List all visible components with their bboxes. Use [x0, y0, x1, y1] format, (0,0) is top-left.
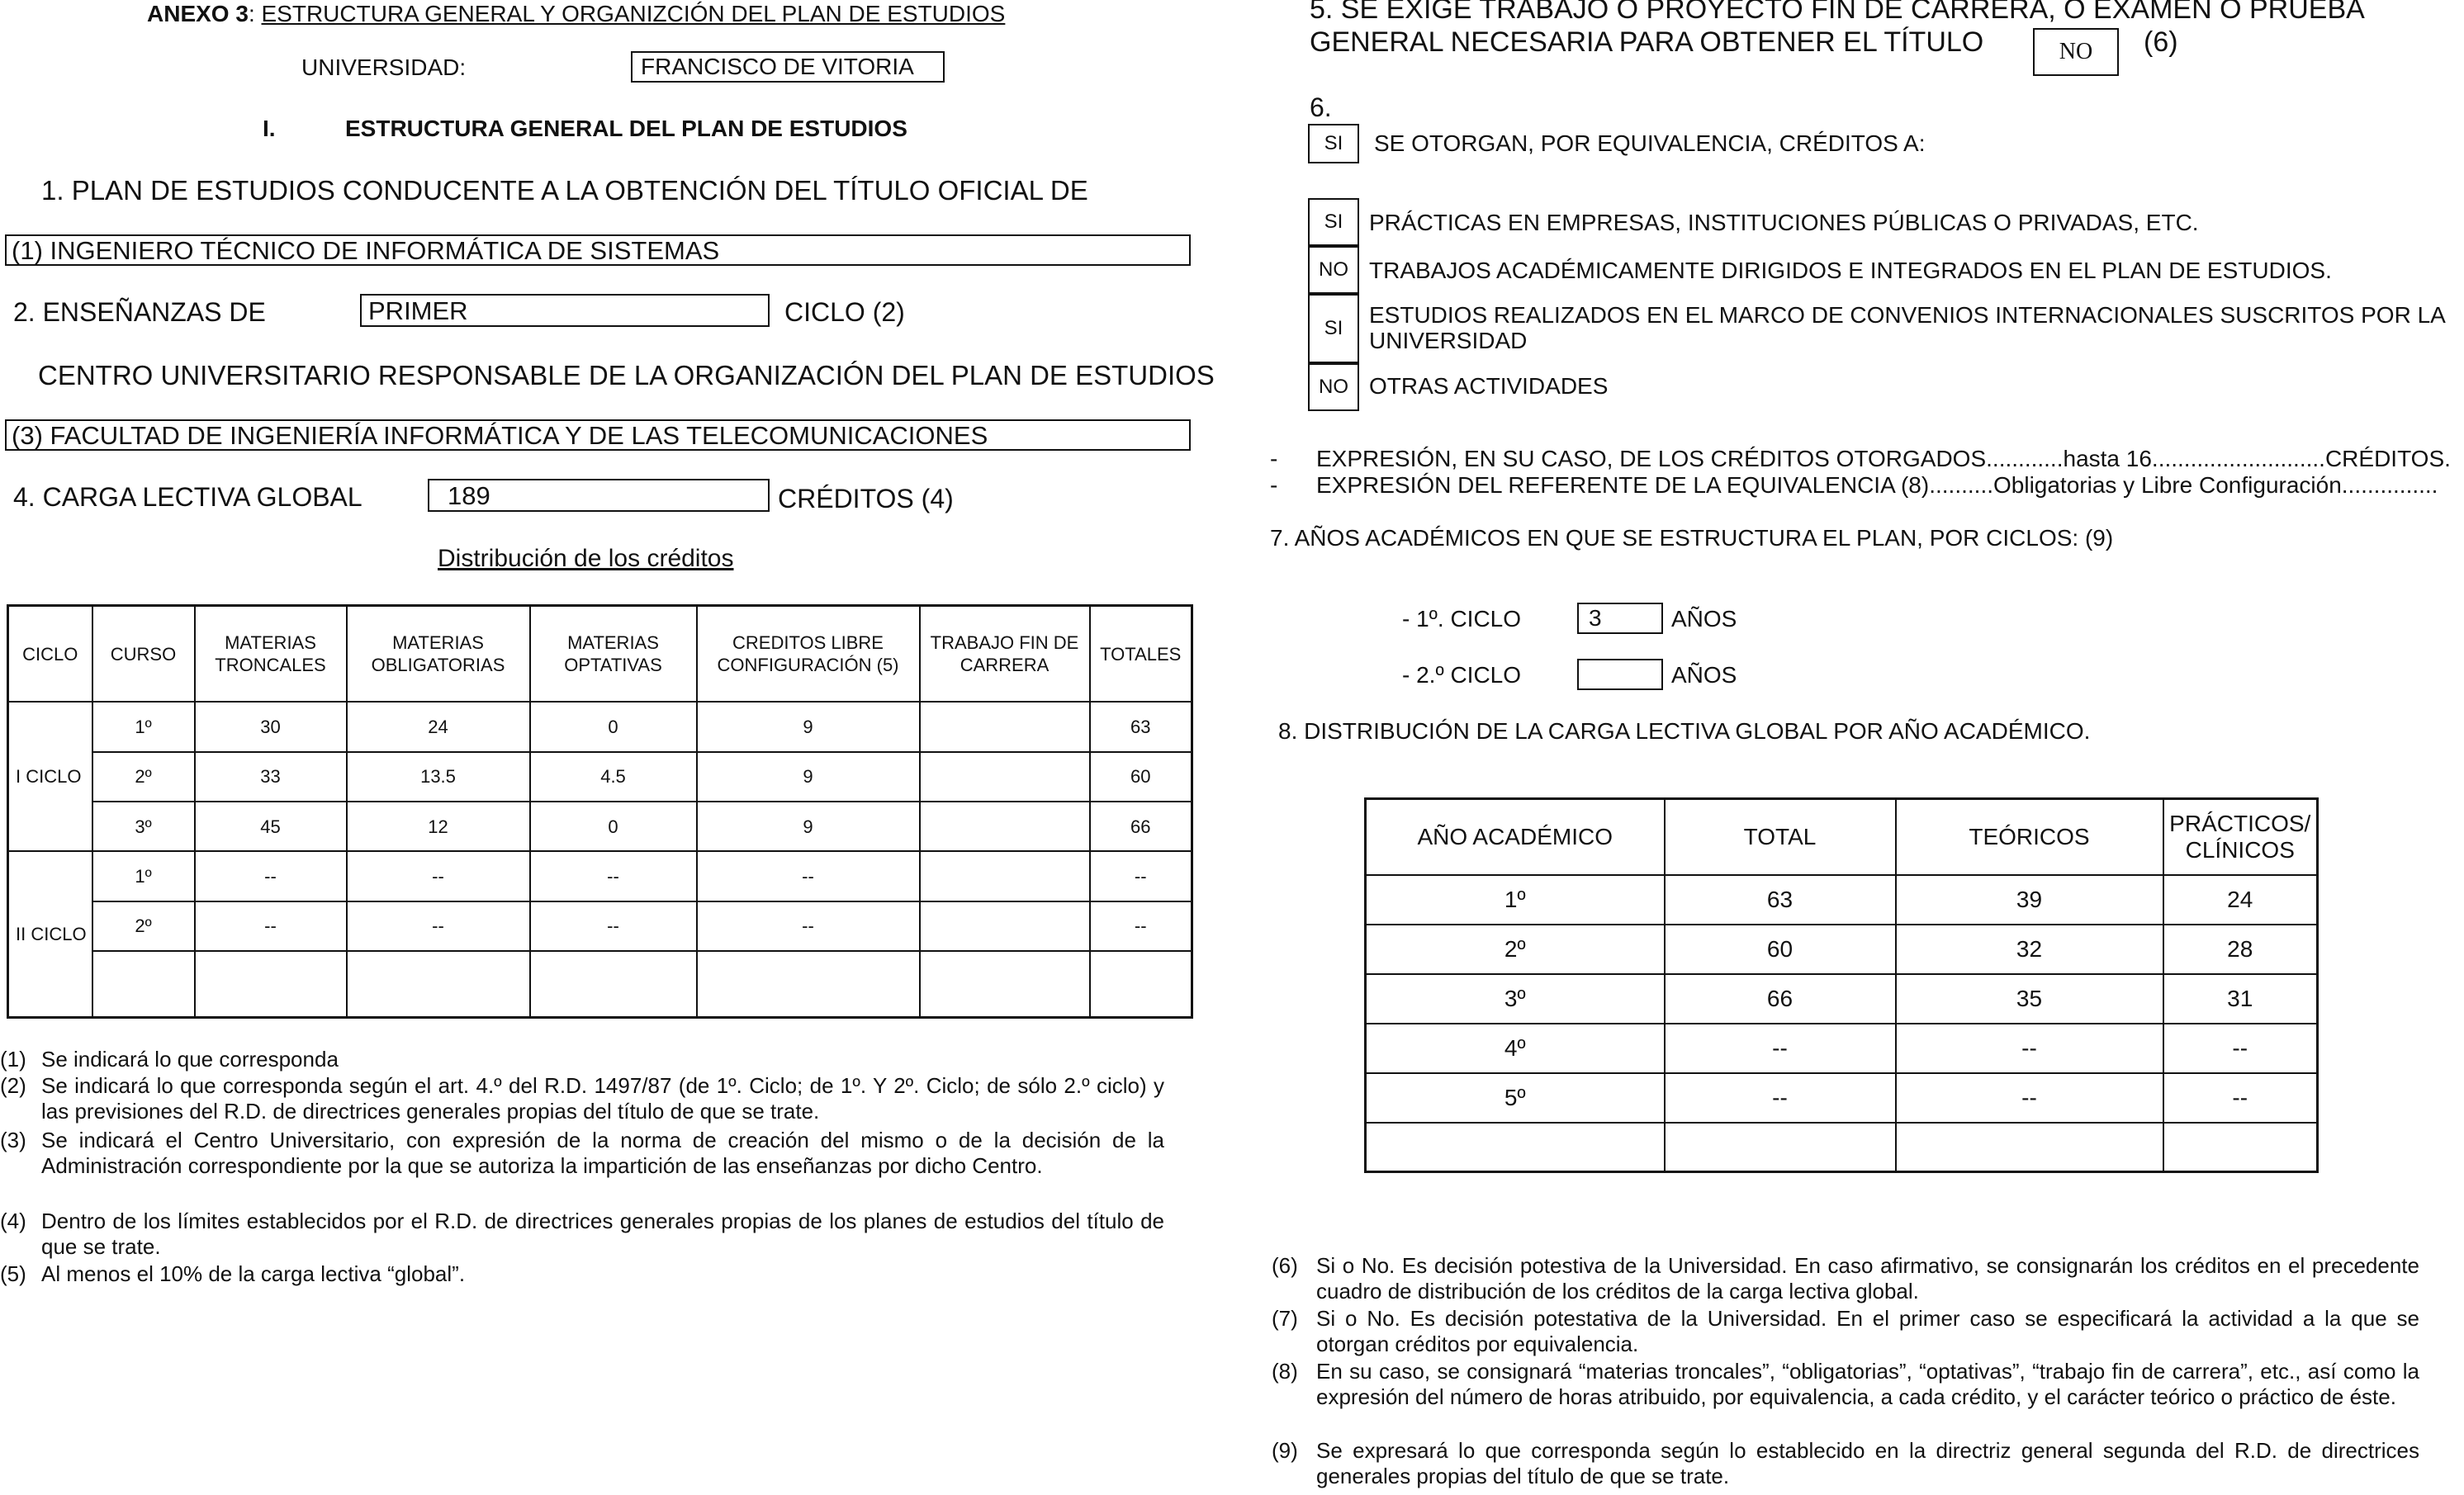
academic-year-load-table	[1364, 797, 2319, 1173]
university-value: FRANCISCO DE VITORIA	[641, 54, 914, 79]
centro-value-box	[5, 419, 1191, 451]
item1-value-box	[5, 234, 1191, 266]
footnote-text: Al menos el 10% de la carga lectiva “global”.	[41, 1261, 466, 1286]
item6-option-value: SI	[1324, 211, 1343, 233]
cell: 60	[1090, 752, 1192, 802]
item6-option-value: NO	[1319, 258, 1348, 281]
header-ano-academico: AÑO ACADÉMICO	[1366, 799, 1665, 875]
item6-option-label: ESTUDIOS REALIZADOS EN EL MARCO DE CONVENIOS INTERNACIONALES SUSCRITOS POR LA UNIVERSIDAD	[1369, 302, 2445, 353]
cell: 2º	[92, 901, 195, 951]
table-row	[8, 951, 1192, 1018]
university-label: UNIVERSIDAD:	[301, 54, 467, 80]
header-ciclo: CICLO	[8, 606, 92, 703]
item5-value: NO	[2059, 39, 2093, 64]
cell: 63	[1665, 875, 1896, 925]
centro-label: CENTRO UNIVERSITARIO RESPONSABLE DE LA ORGANIZACIÓN DEL PLAN DE ESTUDIOS	[38, 360, 1215, 390]
footnote	[0, 1261, 1173, 1288]
cell: --	[195, 901, 347, 951]
cell: 31	[2163, 974, 2318, 1024]
item4-value-box	[428, 479, 770, 512]
item5-note: (6)	[2144, 26, 2178, 58]
cell: 2º	[1366, 925, 1665, 974]
cell: 66	[1090, 802, 1192, 851]
footnote-number: (4)	[0, 1209, 26, 1233]
footnote-number: (8)	[1272, 1359, 1298, 1384]
cell	[920, 802, 1090, 851]
item2-label: 2. ENSEÑANZAS DE	[13, 297, 266, 327]
cell	[92, 951, 195, 1018]
table-row	[8, 802, 1192, 851]
credits-distribution-table	[7, 604, 1193, 1019]
item7-ciclo1-label: - 1º. CICLO	[1402, 606, 1522, 632]
item2-suffix: CICLO (2)	[784, 297, 905, 327]
cell: 5º	[1366, 1073, 1665, 1123]
cell: 0	[530, 702, 697, 751]
cell	[347, 951, 530, 1018]
cell: 9	[697, 802, 920, 851]
header-practicos: PRÁCTICOS/ CLÍNICOS	[2163, 799, 2318, 875]
cell: --	[2163, 1024, 2318, 1073]
item2-value-box	[360, 294, 770, 327]
table-row	[1366, 1073, 2318, 1123]
header-totales: TOTALES	[1090, 606, 1192, 703]
cell	[530, 951, 697, 1018]
item7-ciclo1-value: 3	[1589, 605, 1602, 631]
table-header-row	[8, 606, 1192, 703]
item6-option-box	[1308, 246, 1359, 294]
item7-ciclo1-unit: AÑOS	[1671, 606, 1737, 632]
item6-option-label: TRABAJOS ACADÉMICAMENTE DIRIGIDOS E INTEGRADOS EN EL PLAN DE ESTUDIOS.	[1369, 258, 2332, 283]
cell: --	[1665, 1073, 1896, 1123]
ciclo-2-label: II CICLO	[8, 851, 92, 1017]
cell	[920, 951, 1090, 1018]
cell: --	[530, 851, 697, 901]
footnote	[0, 1209, 1173, 1261]
item6-expression-credits: - EXPRESIÓN, EN SU CASO, DE LOS CRÉDITOS OTORGADOS............hasta 16...........................CRÉDITOS.	[1270, 446, 2451, 471]
table-row	[8, 702, 1192, 751]
cell	[920, 851, 1090, 901]
cell: --	[347, 901, 530, 951]
cell: 66	[1665, 974, 1896, 1024]
item5-line2: GENERAL NECESARIA PARA OBTENER EL TÍTULO	[1310, 26, 1984, 58]
cell: 35	[1896, 974, 2163, 1024]
item6-option-box	[1308, 198, 1359, 246]
item6-option-box	[1308, 294, 1359, 363]
cell	[697, 951, 920, 1018]
table-row	[8, 901, 1192, 951]
item6-main-box	[1308, 124, 1359, 163]
item6-number: 6.	[1310, 92, 1332, 122]
item6-expression-referent: - EXPRESIÓN DEL REFERENTE DE LA EQUIVALENCIA (8)..........Obligatorias y Libre Configuración...............	[1270, 472, 2438, 498]
centro-value: (3) FACULTAD DE INGENIERÍA INFORMÁTICA Y DE LAS TELECOMUNICACIONES	[12, 421, 988, 450]
cell: 30	[195, 702, 347, 751]
header-trabajo-fin: TRABAJO FIN DE CARRERA	[920, 606, 1090, 703]
distribution-title: Distribución de los créditos	[438, 545, 734, 572]
table-row	[8, 851, 1192, 901]
footnote-number: (1)	[0, 1047, 26, 1072]
cell: 1º	[92, 851, 195, 901]
item7-label: 7. AÑOS ACADÉMICOS EN QUE SE ESTRUCTURA EL PLAN, POR CICLOS: (9)	[1270, 525, 2114, 551]
header-optativas: MATERIAS OPTATIVAS	[530, 606, 697, 703]
header-troncales: MATERIAS TRONCALES	[195, 606, 347, 703]
section-title: ESTRUCTURA GENERAL DEL PLAN DE ESTUDIOS	[345, 116, 907, 141]
cell: 3º	[1366, 974, 1665, 1024]
table-row	[8, 752, 1192, 802]
cell: --	[347, 851, 530, 901]
cell: 13.5	[347, 752, 530, 802]
item8-label: 8. DISTRIBUCIÓN DE LA CARGA LECTIVA GLOBAL POR AÑO ACADÉMICO.	[1278, 718, 2091, 744]
item6-option-label: OTRAS ACTIVIDADES	[1369, 373, 1609, 399]
cell: 4º	[1366, 1024, 1665, 1073]
cell: --	[1090, 851, 1192, 901]
cell: 3º	[92, 802, 195, 851]
footnote-text: En su caso, se consignará “materias troncales”, “obligatorias”, “optativas”, “trabajo fin de carrera”, etc., así como la expresión del número de horas atribuido, por equivalencia, a cada crédito, y el carácter teórico o práctico de éste.	[1316, 1359, 2419, 1409]
cell: 33	[195, 752, 347, 802]
footnote-number: (5)	[0, 1261, 26, 1286]
footnote	[1272, 1359, 2428, 1438]
item7-ciclo2-value-box	[1577, 659, 1663, 690]
header-total: TOTAL	[1665, 799, 1896, 875]
cell: --	[1896, 1024, 2163, 1073]
item6-option-value: NO	[1319, 376, 1348, 398]
footnote	[1272, 1253, 2428, 1306]
footnote-text: Si o No. Es decisión potestiva de la Universidad. En caso afirmativo, se consignarán los créditos en el precedente cuadro de distribución de los créditos de la carga lectiva global.	[1316, 1253, 2419, 1303]
footnote	[1272, 1438, 2428, 1491]
item5-line1: 5. SE EXIGE TRABAJO O PROYECTO FIN DE CARRERA, O EXAMEN O PRUEBA	[1310, 0, 2365, 25]
annex-heading: ANEXO 3: ESTRUCTURA GENERAL Y ORGANIZCIÓN DEL PLAN DE ESTUDIOS	[147, 1, 1006, 26]
footnote-number: (3)	[0, 1128, 26, 1152]
cell	[195, 951, 347, 1018]
cell	[1665, 1123, 1896, 1172]
cell: 24	[2163, 875, 2318, 925]
footnote-text: Se expresará lo que corresponda según lo establecido en la directriz general segunda del R.D. de directrices generales propias del título de que se trate.	[1316, 1438, 2419, 1488]
table-row	[1366, 1024, 2318, 1073]
footnote-number: (7)	[1272, 1306, 1298, 1331]
footnote	[1272, 1306, 2428, 1359]
cell	[1090, 951, 1192, 1018]
table-row	[1366, 925, 2318, 974]
cell	[1896, 1123, 2163, 1172]
cell: 1º	[92, 702, 195, 751]
item6-option-box	[1308, 363, 1359, 411]
cell: --	[697, 901, 920, 951]
item7-ciclo1-value-box	[1577, 603, 1663, 634]
item6-option-label: PRÁCTICAS EN EMPRESAS, INSTITUCIONES PÚBLICAS O PRIVADAS, ETC.	[1369, 210, 2199, 235]
item6-option-value: SI	[1324, 317, 1343, 339]
cell: --	[195, 851, 347, 901]
cell	[2163, 1123, 2318, 1172]
item4-value: 189	[448, 481, 490, 510]
header-teoricos: TEÓRICOS	[1896, 799, 2163, 875]
cell	[920, 702, 1090, 751]
cell: 24	[347, 702, 530, 751]
footnote-text: Dentro de los límites establecidos por el R.D. de directrices generales propias de los planes de estudios del título de que se trate.	[41, 1209, 1164, 1259]
cell: 32	[1896, 925, 2163, 974]
annex-label: ANEXO 3	[147, 1, 249, 26]
footnote	[0, 1047, 1173, 1073]
cell: 28	[2163, 925, 2318, 974]
footnote-text: Se indicará lo que corresponda según el art. 4.º del R.D. 1497/87 (de 1º. Ciclo; de 1º. Y 2º. Ciclo; de sólo 2.º ciclo) y las previsiones del R.D. de directrices generales propias del título de que se trate.	[41, 1073, 1164, 1124]
item2-value: PRIMER	[368, 296, 468, 325]
item1-value: (1) INGENIERO TÉCNICO DE INFORMÁTICA DE SISTEMAS	[12, 236, 720, 265]
footnote-number: (2)	[0, 1073, 26, 1098]
footnote	[0, 1128, 1173, 1205]
item6-main-label: SE OTORGAN, POR EQUIVALENCIA, CRÉDITOS A:	[1374, 130, 1926, 156]
cell: 9	[697, 702, 920, 751]
table-row	[1366, 974, 2318, 1024]
cell	[920, 901, 1090, 951]
ciclo-1-label: I CICLO	[8, 702, 92, 851]
footnote-text: Se indicará el Centro Universitario, con expresión de la norma de creación del mismo o de la decisión de la Administración correspondiente por la que se autoriza la impartición de las enseñanzas por dicho Centro.	[41, 1128, 1164, 1178]
footnote-text: Se indicará lo que corresponda	[41, 1047, 339, 1072]
footnote-text: Si o No. Es decisión potestativa de la Universidad. En el primer caso se especificará la actividad a la que se otorgan créditos por equivalencia.	[1316, 1306, 2419, 1356]
cell	[920, 752, 1090, 802]
item1-label: 1. PLAN DE ESTUDIOS CONDUCENTE A LA OBTENCIÓN DEL TÍTULO OFICIAL DE	[41, 175, 1088, 206]
item4-label: 4. CARGA LECTIVA GLOBAL	[13, 482, 362, 512]
header-curso: CURSO	[92, 606, 195, 703]
cell	[1366, 1123, 1665, 1172]
table-header-row	[1366, 799, 2318, 875]
cell: --	[2163, 1073, 2318, 1123]
item5-value-box	[2033, 28, 2119, 76]
table-row	[1366, 875, 2318, 925]
item4-suffix: CRÉDITOS (4)	[778, 484, 954, 513]
cell: 12	[347, 802, 530, 851]
cell: 2º	[92, 752, 195, 802]
footnote-number: (9)	[1272, 1438, 1298, 1463]
cell: --	[1665, 1024, 1896, 1073]
section-number: I.	[263, 116, 276, 141]
cell: 39	[1896, 875, 2163, 925]
header-obligatorias: MATERIAS OBLIGATORIAS	[347, 606, 530, 703]
cell: --	[1896, 1073, 2163, 1123]
item6-main-value: SI	[1324, 132, 1343, 154]
cell: --	[530, 901, 697, 951]
cell: 45	[195, 802, 347, 851]
item7-ciclo2-label: - 2.º CICLO	[1402, 662, 1522, 688]
cell: --	[697, 851, 920, 901]
item7-ciclo2-unit: AÑOS	[1671, 662, 1737, 688]
cell: 9	[697, 752, 920, 802]
cell: 60	[1665, 925, 1896, 974]
cell: 0	[530, 802, 697, 851]
cell: --	[1090, 901, 1192, 951]
cell: 63	[1090, 702, 1192, 751]
cell: 1º	[1366, 875, 1665, 925]
header-libre-configuracion: CREDITOS LIBRE CONFIGURACIÓN (5)	[697, 606, 920, 703]
table-row	[1366, 1123, 2318, 1172]
footnote-number: (6)	[1272, 1253, 1298, 1278]
annex-title: ESTRUCTURA GENERAL Y ORGANIZCIÓN DEL PLAN DE ESTUDIOS	[261, 1, 1006, 26]
cell: 4.5	[530, 752, 697, 802]
university-value-box	[631, 51, 945, 83]
